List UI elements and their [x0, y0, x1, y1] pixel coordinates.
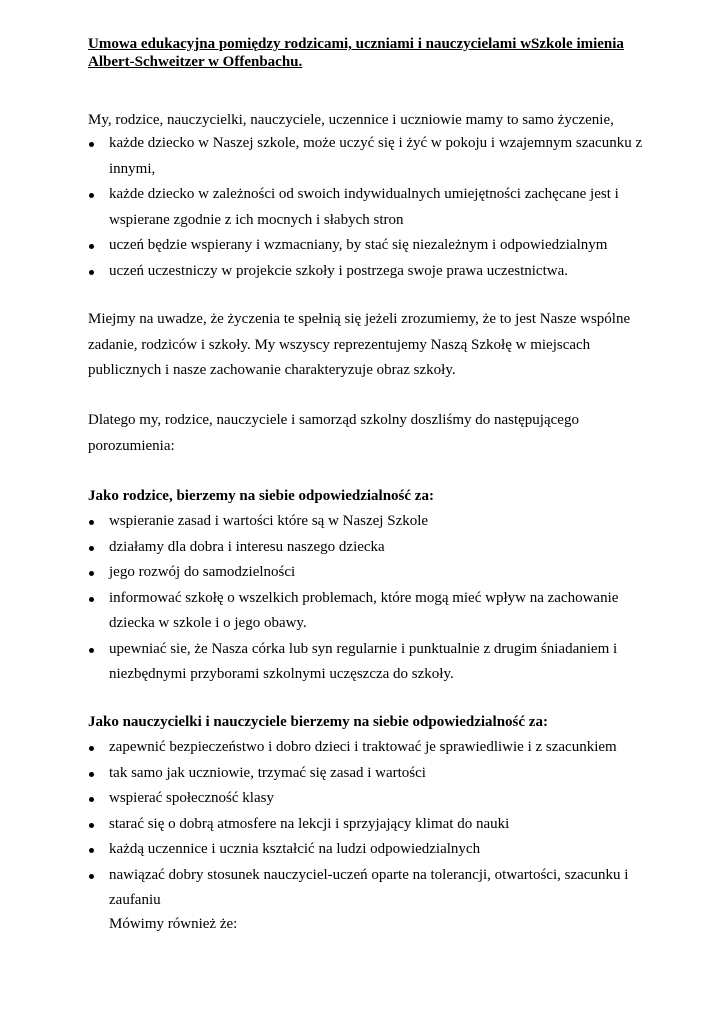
list-item: tak samo jak uczniowie, trzymać się zasad i wartości [88, 761, 648, 787]
list-item: każde dziecko w Naszej szkole, może uczyć się i żyć w pokoju i wzajemnym szacunku z innymi, [88, 131, 648, 182]
wishes-list [88, 131, 648, 284]
list-item: działamy dla dobra i interesu naszego dziecka [88, 535, 648, 561]
list-item: każdą uczennice i ucznia kształcić na ludzi odpowiedzialnych [88, 837, 648, 863]
bullet-icon [89, 571, 94, 576]
bullet-icon [89, 597, 94, 602]
bullet-icon [89, 874, 94, 879]
paragraph-agreement: Dlatego my, rodzice, nauczyciele i samorząd szkolny doszliśmy do następującego porozumienia: [88, 412, 579, 454]
bullet-icon [89, 244, 94, 249]
list-item: wspieranie zasad i wartości które są w Naszej Szkole [88, 509, 648, 535]
bullet-icon [89, 193, 94, 198]
list-item: informować szkołę o wszelkich problemach, które mogą mieć wpływ na zachowanie dziecka w szkole i o jego obawy. [88, 586, 648, 637]
list-item: jego rozwój do samodzielności [88, 560, 648, 586]
list-item: starać się o dobrą atmosfere na lekcji i sprzyjający klimat do nauki [88, 812, 648, 838]
list-item: wspierać społeczność klasy [88, 786, 648, 812]
teachers-heading: Jako nauczycielki i nauczyciele bierzemy na siebie odpowiedzialność za: [88, 714, 548, 730]
parents-list [88, 509, 648, 688]
list-item: upewniać sie, że Nasza córka lub syn regularnie i punktualnie z drugim śniadaniem i niezbędnymi przyborami szkolnymi uczęszcza do szkoły. [88, 637, 648, 688]
list-item: nawiązać dobry stosunek nauczyciel-uczeń oparte na tolerancji, otwartości, szacunku i zaufaniu [88, 863, 648, 914]
bullet-icon [89, 520, 94, 525]
closing-text: Mówimy również że: [109, 916, 238, 932]
bullet-icon [89, 848, 94, 853]
parents-heading: Jako rodzice, bierzemy na siebie odpowiedzialność za: [88, 488, 434, 504]
list-item: każde dziecko w zależności od swoich indywidualnych umiejętności zachęcane jest i wspierane zgodnie z ich mocnych i słabych stron [88, 182, 648, 233]
document-title: Umowa edukacyjna pomiędzy rodzicami, uczniami i nauczycielami wSzkole imienia Albert-Schweitzer w Offenbachu. [88, 36, 624, 70]
bullet-icon [89, 270, 94, 275]
list-item: uczeń będzie wspierany i wzmacniany, by stać się niezależnym i odpowiedzialnym [88, 233, 648, 259]
teachers-list [88, 735, 648, 914]
bullet-icon [89, 772, 94, 777]
bullet-icon [89, 797, 94, 802]
list-item: zapewnić bezpieczeństwo i dobro dzieci i traktować je sprawiedliwie i z szacunkiem [88, 735, 648, 761]
paragraph-shared-task: Miejmy na uwadze, że życzenia te spełnią się jeżeli zrozumiemy, że to jest Nasze wspólne zadanie, rodziców i szkoły. My wszyscy reprezentujemy Naszą Szkołę w miejscach publicznych i nasze zachowanie charakteryzuje obraz szkoły. [88, 311, 631, 378]
bullet-icon [89, 746, 94, 751]
bullet-icon [89, 546, 94, 551]
intro-text: My, rodzice, nauczycielki, nauczyciele, uczennice i uczniowie mamy to samo życzenie, [88, 112, 614, 128]
bullet-icon [89, 823, 94, 828]
list-item: uczeń uczestniczy w projekcie szkoły i postrzega swoje prawa uczestnictwa. [88, 259, 648, 285]
bullet-icon [89, 142, 94, 147]
bullet-icon [89, 648, 94, 653]
